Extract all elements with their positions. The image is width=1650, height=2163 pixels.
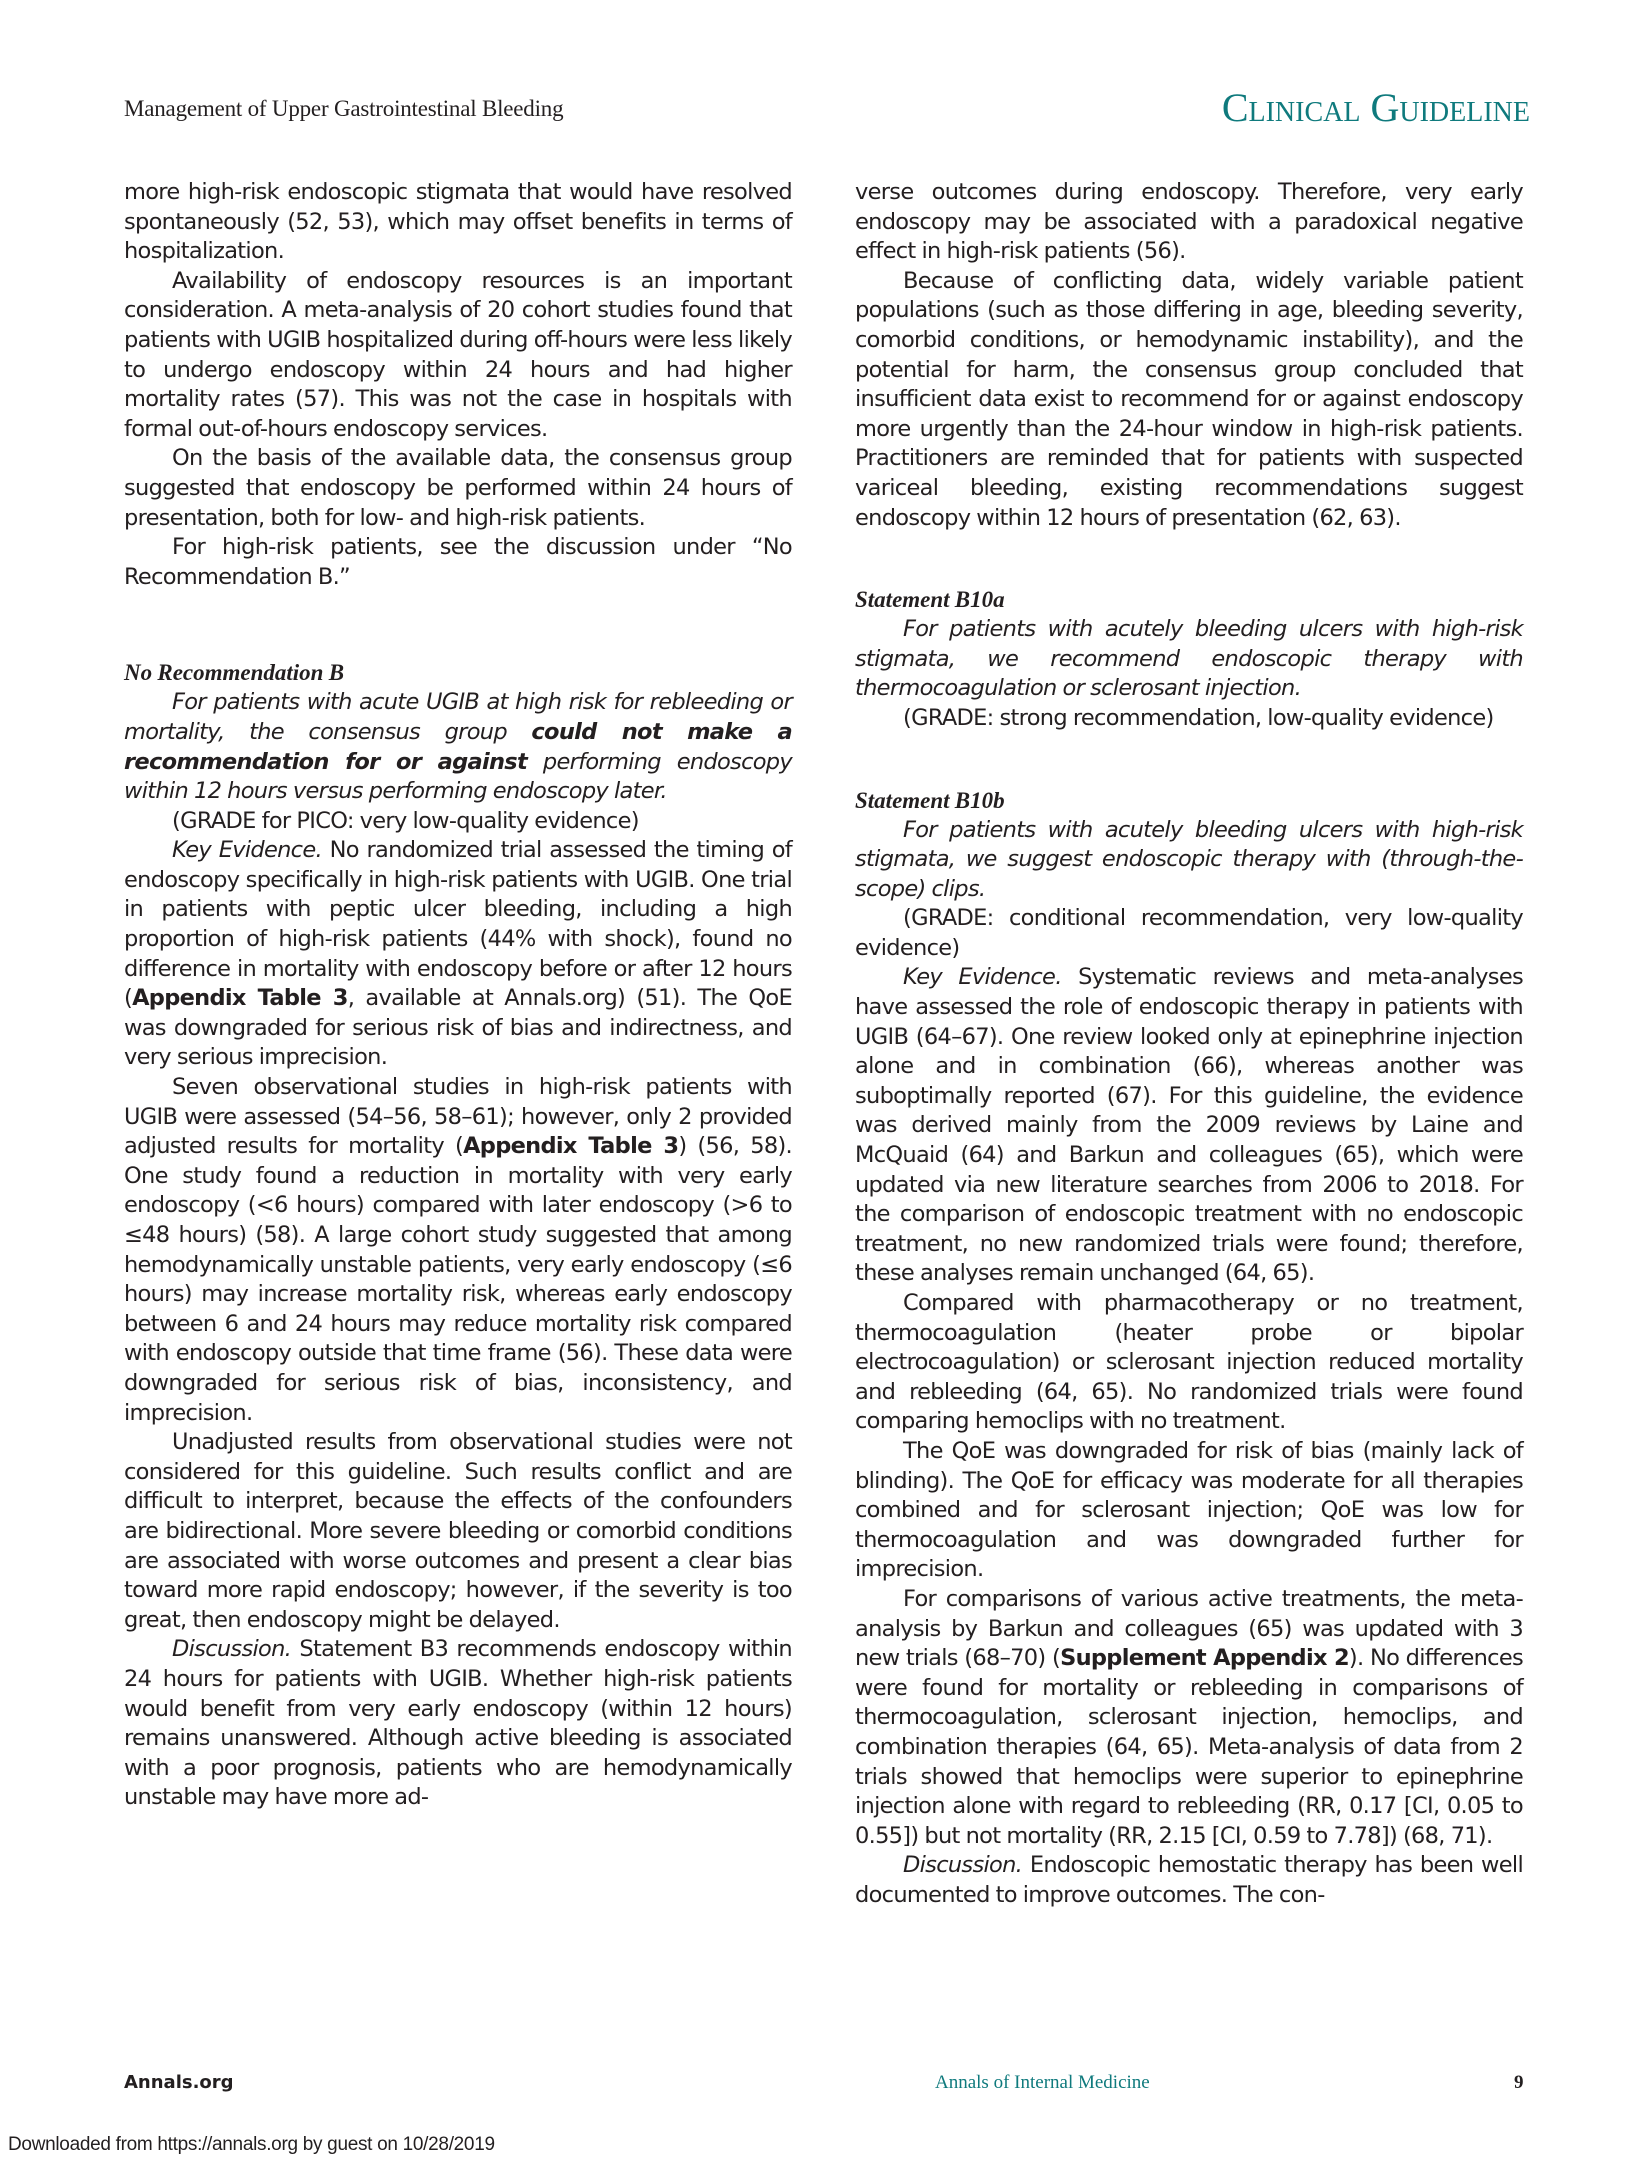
statement-b10b-heading: Statement B10b xyxy=(855,787,1005,813)
section-spacer xyxy=(855,533,1523,585)
paragraph xyxy=(124,1073,792,1428)
statement-text: performing endoscopy within 12 hours versus performing endoscopy later. xyxy=(124,748,792,805)
paragraph: verse outcomes during endoscopy. Therefore, very early endoscopy may be associated with a paradoxical negative effect in high-risk patients (56). xyxy=(855,179,1523,265)
no-recommendation-b-statement xyxy=(124,688,792,806)
paragraph-text: ). No differences were found for mortality or rebleeding in comparisons of thermocoagulation, sclerosant injection, hemoclips, and combination therapies (64, 65). Meta-analysis of data from 2 trials showed that hemoclips were superior to epinephrine injection alone with regard to rebleeding (RR, 0.17 [CI, 0.05 to 0.55]) but not mortality (RR, 2.15 [CI, 0.59 to 7.78]) (68, 71). xyxy=(855,1645,1523,1849)
grade-note: (GRADE: conditional recommendation, very low-quality evidence) xyxy=(855,905,1523,961)
running-title: Management of Upper Gastrointestinal Bleeding xyxy=(124,96,564,121)
discussion-paragraph xyxy=(855,1851,1523,1910)
discussion-label: Discussion. xyxy=(903,1852,1023,1879)
discussion-paragraph xyxy=(124,1635,792,1813)
download-note: Downloaded from https://annals.org by guest on 10/28/2019 xyxy=(8,2134,495,2155)
section-label: Clinical Guideline xyxy=(1221,85,1530,130)
page-number: 9 xyxy=(1514,2072,1524,2093)
paragraph: On the basis of the available data, the consensus group suggested that endoscopy be performed within 24 hours of presentation, both for low- and high-risk patients. xyxy=(124,445,792,531)
supplement-appendix-link[interactable]: Supplement Appendix 2 xyxy=(1060,1645,1349,1672)
statement-text: For patients with acute UGIB at high risk for rebleeding or mortality, the consensus group xyxy=(124,689,792,745)
key-evidence-paragraph xyxy=(124,836,792,1073)
footer-site-link[interactable]: Annals.org xyxy=(124,2072,234,2093)
section-spacer xyxy=(855,734,1523,786)
key-evidence-label: Key Evidence. xyxy=(903,964,1062,991)
paragraph: The QoE was downgraded for risk of bias (mainly lack of blinding). The QoE for efficacy was moderate for all therapies combined and for sclerosant injection; QoE was low for thermocoagulation and was downgraded further for imprecision. xyxy=(855,1437,1523,1583)
paragraph-text: , available at Annals.org) (51). The QoE was downgraded for serious risk of bias and indirectness, and very serious imprecision. xyxy=(124,985,792,1071)
statement-b10a-heading: Statement B10a xyxy=(855,587,1005,613)
statement-b10a-text: For patients with acutely bleeding ulcers with high-risk stigmata, we recommend endoscopic therapy with thermocoagulation or sclerosant injection. xyxy=(855,616,1523,702)
paragraph xyxy=(855,1585,1523,1851)
key-evidence-paragraph xyxy=(855,963,1523,1289)
paragraph: Compared with pharmacotherapy or no treatment, thermocoagulation (heater probe or bipolar electrocoagulation) or sclerosant injection reduced mortality and rebleeding (64, 65). No randomized trials were found comparing hemoclips with no treatment. xyxy=(855,1290,1523,1435)
grade-note: (GRADE: strong recommendation, low-quality evidence) xyxy=(903,704,1494,731)
statement-b10b-text: For patients with acutely bleeding ulcers with high-risk stigmata, we suggest endoscopic therapy with (through-the-scope) clips. xyxy=(855,816,1523,902)
paragraph-text: No randomized trial assessed the timing of endoscopy specifically in high-risk patients with UGIB. One trial in patients with peptic ulcer bleeding, including a high proportion of high-risk patients (44% with shock), found no difference in mortality with endoscopy before or after 12 hours ( xyxy=(124,837,792,1012)
section-spacer xyxy=(124,592,792,658)
paragraph-text: Endoscopic hemostatic therapy has been well documented to improve outcomes. The con- xyxy=(855,1852,1523,1908)
grade-note: (GRADE for PICO: very low-quality evidence) xyxy=(172,807,639,834)
right-column xyxy=(855,178,1523,1910)
paragraph-text: For comparisons of various active treatments, the meta-analysis by Barkun and colleagues (65) was updated with 3 new trials (68–70) ( xyxy=(855,1585,1523,1672)
statement-emphasis: could not make a recommendation for or against xyxy=(124,718,792,775)
paragraph-text: Statement B3 recommends endoscopy within 24 hours for patients with UGIB. Whether high-risk patients would benefit from very early endoscopy (within 12 hours) remains unanswered. Although active bleeding is associated with a poor prognosis, patients who are hemodynamically unstable may have more ad- xyxy=(124,1636,792,1811)
paragraph: Because of conflicting data, widely variable patient populations (such as those differing in age, bleeding severity, comorbid conditions, or hemodynamic instability), and the potential for harm, the consensus group concluded that insufficient data exist to recommend for or against endoscopy more urgently than the 24-hour window in high-risk patients. Practitioners are reminded that for patients with suspected variceal bleeding, existing recommendations suggest endoscopy within 12 hours of presentation (62, 63). xyxy=(855,267,1523,531)
paragraph: Availability of endoscopy resources is an important consideration. A meta-analysis of 20 cohort studies found that patients with UGIB hospitalized during off-hours were less likely to undergo endoscopy within 24 hours and had higher mortality rates (57). This was not the case in hospitals with formal out-of-hours endoscopy services. xyxy=(124,267,792,442)
left-column xyxy=(124,178,792,1813)
no-recommendation-b-heading: No Recommendation B xyxy=(124,660,345,686)
key-evidence-label: Key Evidence. xyxy=(172,837,322,864)
paragraph-text: Systematic reviews and meta-analyses have assessed the role of endoscopic therapy in patients with UGIB (64–67). One review looked only at epinephrine injection alone and in combination (66), whereas another was suboptimally reported (67). For this guideline, the evidence was derived mainly from the 2009 reviews by Laine and McQuaid (64) and Barkun and colleagues (65), which were updated via new literature searches from 2006 to 2018. For the comparison of endoscopic treatment with no endoscopic treatment, no new randomized trials were found; therefore, these analyses remain unchanged (64, 65). xyxy=(855,964,1523,1287)
appendix-table-link[interactable]: Appendix Table 3 xyxy=(132,985,348,1012)
paragraph: Unadjusted results from observational studies were not considered for this guideline. Such results conflict and are difficult to interpret, because the effects of the confounders are bidirectional. More severe bleeding or comorbid conditions are associated with worse outcomes and present a clear bias toward more rapid endoscopy; however, if the severity is too great, then endoscopy might be delayed. xyxy=(124,1429,792,1633)
paragraph-text: Seven observational studies in high-risk patients with UGIB were assessed (54–56, 58–61); however, only 2 provided adjusted results for mortality ( xyxy=(124,1074,792,1160)
appendix-table-link[interactable]: Appendix Table 3 xyxy=(463,1133,679,1160)
paragraph-text: ) (56, 58). One study found a reduction in mortality with very early endoscopy (<6 hours) compared with later endoscopy (>6 to ≤48 hours) (58). A large cohort study suggested that among hemodynamically unstable patients, very early endoscopy (≤6 hours) may increase mortality risk, whereas early endoscopy between 6 and 24 hours may reduce mortality risk compared with endoscopy outside that time frame (56). These data were downgraded for serious risk of bias, inconsistency, and imprecision. xyxy=(124,1133,792,1426)
paragraph: For high-risk patients, see the discussion under “No Recommendation B.” xyxy=(124,534,792,590)
paragraph: more high-risk endoscopic stigmata that would have resolved spontaneously (52, 53), which may offset benefits in terms of hospitalization. xyxy=(124,179,792,265)
discussion-label: Discussion. xyxy=(172,1636,292,1663)
footer-journal-name: Annals of Internal Medicine xyxy=(935,2072,1150,2093)
